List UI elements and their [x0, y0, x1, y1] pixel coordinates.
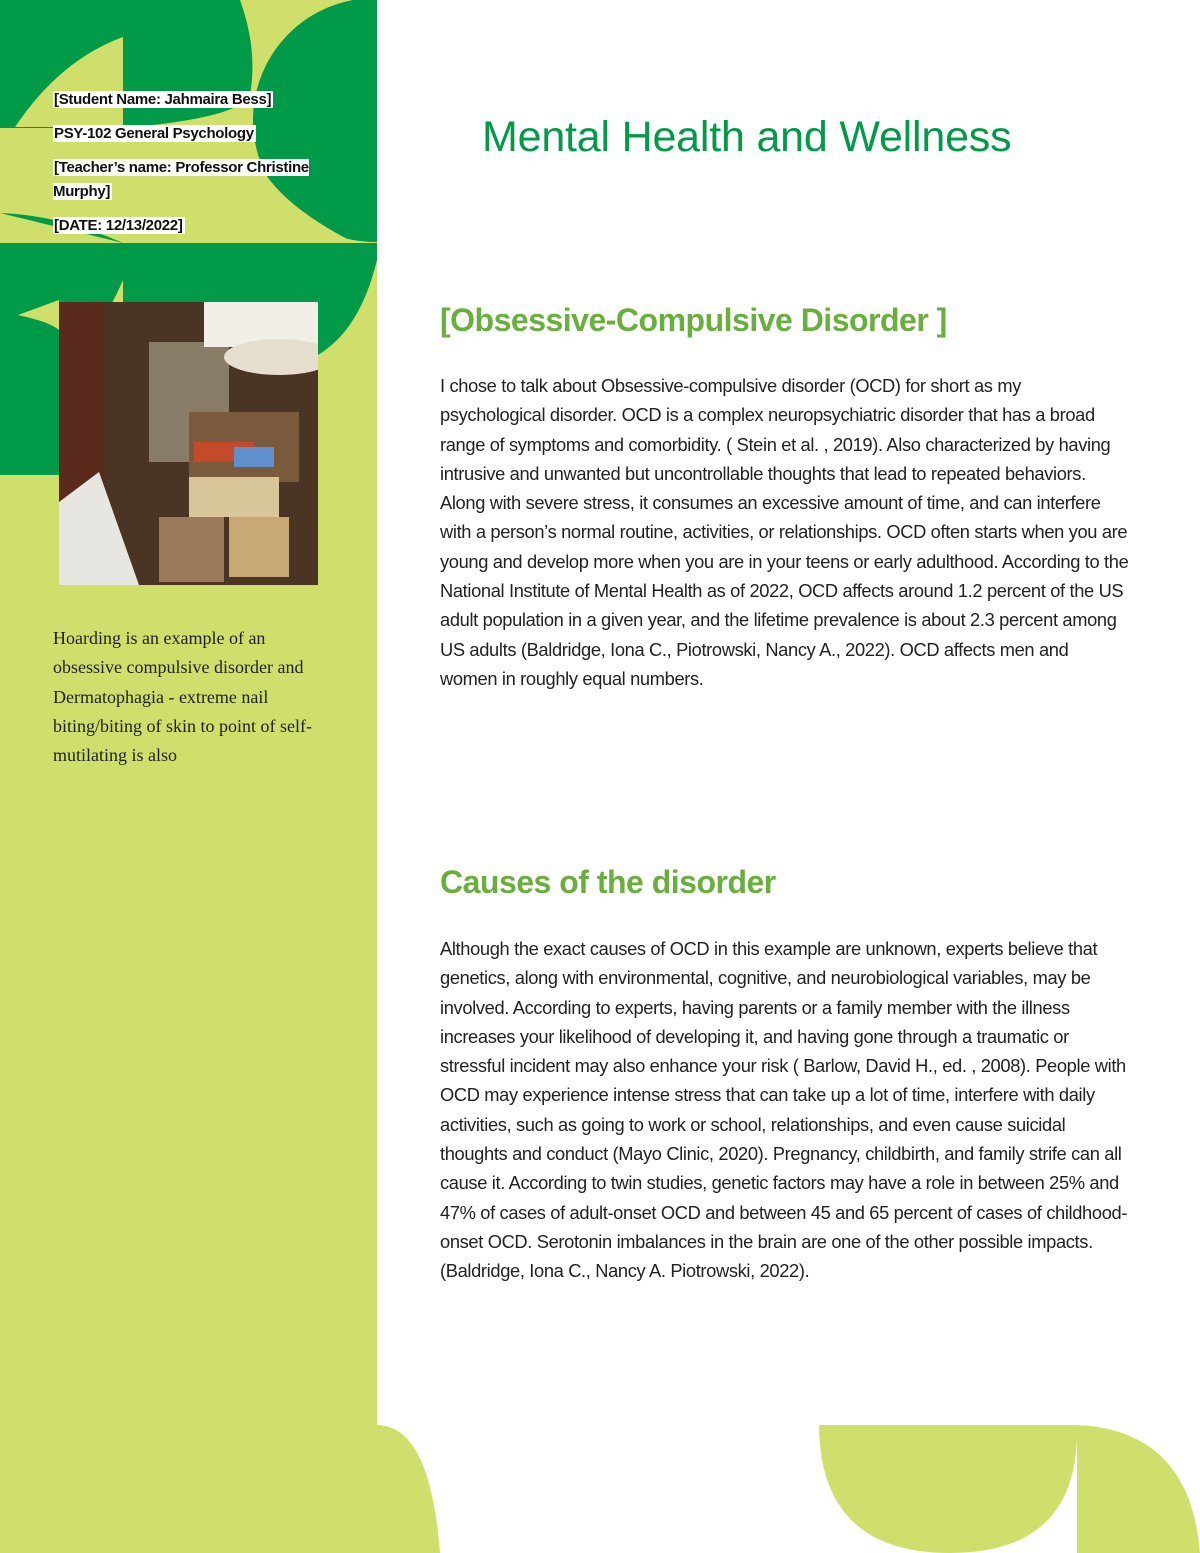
- course-name: PSY-102 General Psychology: [54, 125, 254, 142]
- page-title: Mental Health and Wellness: [482, 113, 1012, 161]
- hoarding-photo: [59, 302, 318, 585]
- teacher-name: [Teacher’s name: Professor Christine Murphy]: [53, 159, 309, 200]
- photo-placeholder-icon: [59, 302, 318, 585]
- section-body-ocd: I chose to talk about Obsessive-compulsive disorder (OCD) for short as my psychological disorder. OCD is a complex neuropsychiatric disorder that has a broad range of symptoms and comorbidity. ( Stein et al. , 2019). Also characterized by having intrusive and unwanted but uncontrollable thoughts that lead to repeated behaviors. Along with severe stress, it consumes an excessive amount of time, and can interfere with a person’s normal routine, activities, or relationships. OCD often starts when you are young and develop more when you are in your teens or early adulthood. According to the National Institute of Mental Health as of 2022, OCD affects around 1.2 percent of the US adult population in a given year, and the lifetime prevalence is about 2.3 percent among US adults (Baldridge, Iona C., Piotrowski, Nancy A., 2022). OCD affects men and women in roughly equal numbers.: [440, 375, 1129, 689]
- sidebar: [0, 0, 377, 1553]
- section-heading-causes: Causes of the disorder: [440, 864, 776, 900]
- date: [DATE: 12/13/2022]: [54, 217, 183, 234]
- photo-caption: Hoarding is an example of an obsessive compulsive disorder and Dermatophagia - extreme nail biting/biting of skin to point of self-mutilating is also: [53, 628, 312, 766]
- section-heading-ocd: [Obsessive-Compulsive Disorder ]: [440, 302, 947, 338]
- decorative-bottom-shapes: [0, 1380, 1200, 1553]
- student-name: [Student Name: Jahmaira Bess]: [54, 91, 272, 108]
- section-body-causes: Although the exact causes of OCD in this example are unknown, experts believe that genetics, along with environmental, cognitive, and neurobiological variables, may be involved. According to experts, having parents or a family member with the illness increases your likelihood of developing it, and having gone through a traumatic or stressful incident may also enhance your risk ( Barlow, David H., ed. , 2008). People with OCD may experience intense stress that can take up a lot of time, interfere with daily activities, such as going to work or school, relationships, and even cause suicidal thoughts and conduct (Mayo Clinic, 2020). Pregnancy, childbirth, and family strife can all cause it. According to twin studies, genetic factors may have a role in between 25% and 47% of cases of adult-onset OCD and between 45 and 65 percent of cases of childhood-onset OCD. Serotonin imbalances in the brain are one of the other possible impacts. (Baldridge, Iona C., Nancy A. Piotrowski, 2022).: [440, 938, 1128, 1282]
- student-info: [53, 88, 313, 248]
